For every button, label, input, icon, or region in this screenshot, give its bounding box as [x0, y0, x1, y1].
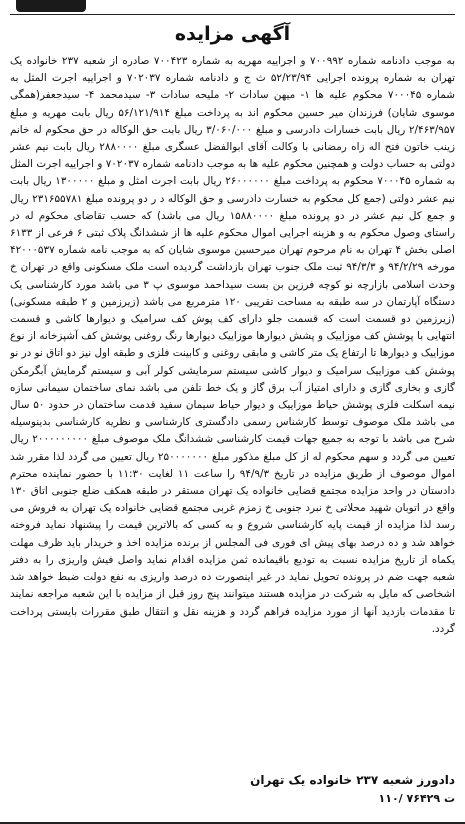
publication-logo-fragment	[16, 0, 86, 12]
notice-footer	[10, 770, 455, 816]
signature-line: دادورز شعبه ۲۳۷ خانواده یک تهران	[250, 773, 455, 787]
header-band	[10, 0, 455, 15]
notice-body-text: به موجب دادنامه شماره ۷۰۰۹۹۲ و اجراییه مهریه به شماره ۷۰۰۴۲۳ صادره از شعبه ۲۳۷ خانواده یک تهران به شماره پرونده اجرایی ۵۲/۲۳/۹۴ ث ج و دادنامه شماره ۷۰۲۰۳۷ و اجراییه اجرت المثل به شماره ۷۰۰۰۴۵ محکوم علیه ها ۱- میهن سادات ۲- ملیحه سادات ۳- سیدمحمد ۴- سیدجعفر(همگی موسوی شایان) فرزندان میر حسین محکوم اند به پرداخت مبلغ ۵۶/۱۲۱/۹۱۴ ریال بابت مهریه و مبلغ ۲/۴۶۳/۹۵۷ ریال بابت خسارات دادرسی و مبلغ ۳/۰۶۰/۰۰۰ ریال بابت حق الوکاله در حق محکوم له خانم زینب خاتون فتح اله زاه رمضانی با وکالت آقای ابوالفضل عسگری مبلغ ۲۸۸۰۰۰۰ ریال بابت نیم عشر دولتی به حساب دولت و همچنین محکوم علیه ها به موجب دادنامه شماره ۷۰۲۰۳۷ و اجراییه اجرت المثل به شماره ۷۰۰۰۴۵ محکوم به پرداخت مبلغ ۲۶۰۰۰۰۰۰ ریال بابت اجرت امثل و مبلغ ۱۳۰۰۰۰۰ ریال بابت نیم عشر دولتی (جمع کل محکوم به خسارت دادرسی و حق الوکاله د ر دو پرونده مبلغ ۲۳۱۶۵۵۷۸۱ ریال و جمع کل نیم عشر در دو پرونده مبلغ ۱۵۸۸۰۰۰۰ ریال می باشد) که حسب تقاضای محکوم له در راستای وصول محکوم به و هزینه اجرایی اموال محکوم علیه ها از ششدانگ پلاک ثبتی ۶ فرعی از ۶۱۳۳ اصلی بخش ۴ تهران به نام مرحوم تهران میرحسین موسوی شایان که به موجب نامه شماره ۴۲۰۰۰۵۳۷ مورخه ۹۴/۲/۲۹ و ۹۴/۳/۳ ثبت ملک جنوب تهران بازداشت گردیده است ملک مسکونی واقع در تهران خ وحدت اسلامی بازارچه نو کوچه فرزین بن بست سیداحمد موسوی پ ۳ می باشد مورد کارشناسی یک دستگاه آپارتمان در سه طبقه به مساحت تقریبی ۱۲۰ مترمربع می باشد (زیرزمین و ۲ طبقه مسکونی) (زیرزمین دو قسمت است که قسمت جلو دارای کف پوش کف سرامیک و دیوارها کاشی و قسمت انتهایی با پوشش کف موزاییک و پشش دیوارها موزاییک دیوارها رنگ روغنی پوشش کف آشپزخانه از نوع موزاییک و دیوارها تا ارتفاع یک متر کاشی و مابقی روغنی و کابینت فلزی و طبقه اول نیز دو اتاق نو در نو پوشش کف موزاییک سرامیک و دیوار کاشی سیستم سرمایشی کولر آبی و سیستم گرمایش آبگرمکن گازی و بخاری گازی و دارای امتیاز آب برق گاز و یک خط تلفن می باشد نمای ساختمان سیمانی سازه نیمه اسکلت فلزی پوشش حیاط موزاییک و دیوار حیاط سیمان سفید قدمت ساختمان در حدود ۵۰ سال می باشد ملک موصوف توسط کارشناس رسمی دادگستری کارشناسی و نظریه کارشناسی بدینوسیله شرح می باشد با توجه به جمیع جهات قیمت کارشناسی ششدانگ ملک موصوف مبلغ ۲۰۰۰۰۰۰۰۰۰ ریال تعیین می گردد و سهم محکوم له از کل مبلغ مذکور مبلغ ۲۵۰۰۰۰۰۰۰ ریال تعیین می گردد لذا مقرر شد اموال موصوف از طریق مزایده در تاریخ ۹۴/۹/۳ را ساعت ۱۱ لغایت ۱۱:۳۰ با حضور نماینده محترم دادستان در واحد مزایده مجتمع قضایی خانواده یک تهران مستقر در طبقه همکف ضلع جنوبی اتاق ۱۳۰ واقع در اتوبان شهید محلاتی خ نبرد جنوبی خ زمزم غربی مجتمع قضایی خانواده یک تهران به فروش می رسد لذا مزایده از قیمت پایه کارشناسی شروع و به کسی که بالاترین قیمت را پیشنهاد نماید فروخته خواهد شد و ده درصد بهای پیش ای فوری فی المجلس از برنده مزایده اخذ و خریدار باید ظرف مهلت یکماه از تاریخ مزایده نسبت به تودیع باقیمانده ثمن مزایده اقدام نماید واصل فیش واریزی را به دفتر شعبه جهت ضم در پرونده تحویل نماید در غیر اینصورت ده درصد واریزی به نفع دولت ضبط خواهد شد اشخاصی که مایل به شرکت در مزایده هستند میتوانند پنج روز قبل از مزایده با این شعبه مراجعه نمایند تا مقدمات بازدید آنها از مورد مزایده فراهم گردد و هزینه نقل و انتقال طبق مقررات بایستی پرداخت گردد.	[10, 55, 455, 635]
reference-number: ت ۷۶۴۲۹ /۱۱۰	[378, 792, 455, 805]
notice-title: آگهی مزایده	[174, 23, 291, 45]
signature-row	[10, 770, 455, 790]
notice-body	[10, 53, 455, 757]
